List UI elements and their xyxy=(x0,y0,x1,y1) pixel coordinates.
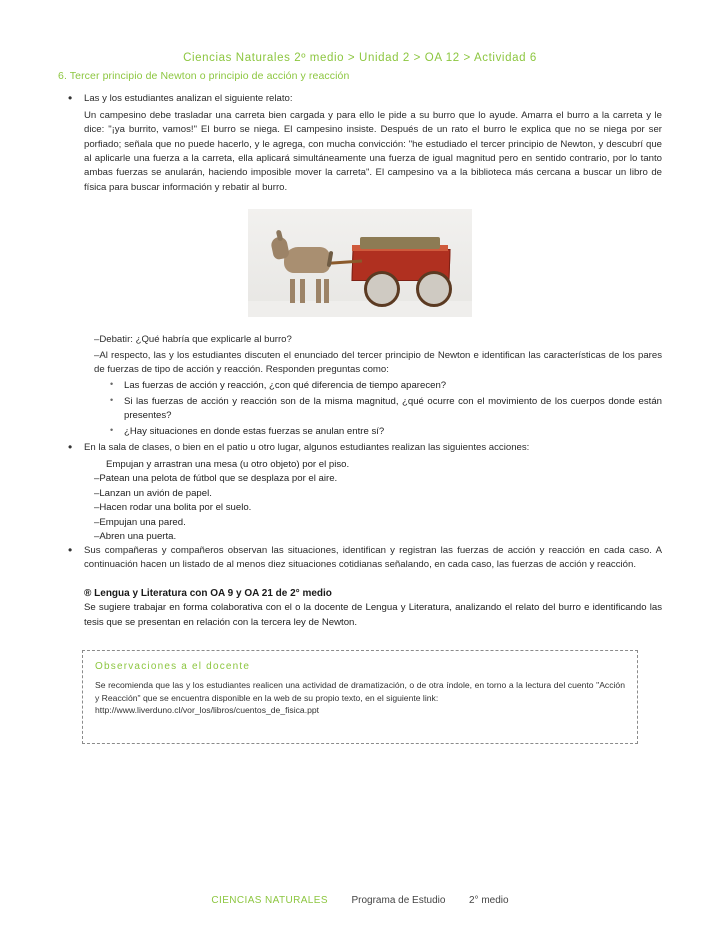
actions-lead: • En la sala de clases, o bien en el patio u otro lugar, algunos estudiantes realizan las siguientes acciones: xyxy=(84,442,530,454)
action-first: Empujan y arrastran una mesa (u otro objeto) por el piso. xyxy=(106,458,350,470)
list-item xyxy=(58,544,662,572)
oa-heading: ® Lengua y Literatura con OA 9 y OA 21 de 2° medio xyxy=(84,588,332,600)
donkey-leg-shape xyxy=(316,279,321,303)
activity-list xyxy=(58,92,662,106)
sub-question-list xyxy=(58,379,662,439)
breadcrumb: Ciencias Naturales 2º medio > Unidad 2 > OA 12 > Actividad 6 xyxy=(183,52,537,64)
cart-wheel-shape xyxy=(364,271,400,307)
page-title: 6. Tercer principio de Newton o principio de acción y reacción xyxy=(58,70,350,82)
list-item xyxy=(58,441,662,455)
list-item: –Empujan una pared. xyxy=(94,516,186,528)
figure xyxy=(58,209,662,317)
observation-bullet-list xyxy=(58,544,662,572)
resource-link[interactable]: http://www.liverduno.cl/vor_los/libros/cuentos_de_fisica.ppt xyxy=(95,704,320,715)
teacher-notes-text: Se recomienda que las y los estudiantes realicen una actividad de dramatización, o de otra índole, en torno a la lectura del cuento "Acción y Reacción" que se encuentra disponible en la web de su propio texto, en el siguiente link: xyxy=(95,679,625,703)
discussion-instruction: –Al respecto, las y los estudiantes discuten el enunciado del tercer principio de Newton e identifican las características de los pares de fuerzas de tipo de acción y reacción. Responden preguntas como: xyxy=(94,349,662,376)
cart-wheel-shape xyxy=(416,271,452,307)
donkey-body-shape xyxy=(284,247,330,273)
actions-bullet-list xyxy=(58,441,662,455)
donkey-leg-shape xyxy=(300,279,305,303)
teacher-notes-box xyxy=(82,650,638,744)
list-item: • Si las fuerzas de acción y reacción son de la misma magnitud, ¿qué ocurre con el movimiento de los cuerpos donde están presentes? xyxy=(110,395,662,423)
list-item: –Hacen rodar una bolita por el suelo. xyxy=(94,502,252,514)
list-item: –Patean una pelota de fútbol que se desplaza por el aire. xyxy=(94,473,338,485)
teacher-notes-title: Observaciones a el docente xyxy=(95,660,251,672)
oa-text: Se sugiere trabajar en forma colaborativa con el o la docente de Lengua y Literatura, analizando el relato del burro e identificando las tesis que se presentan en relación con la tercera ley de Newton. xyxy=(84,602,662,628)
donkey-leg-shape xyxy=(324,279,329,303)
page-footer xyxy=(0,895,720,906)
peer-observation-text: • Sus compañeras y compañeros observan las situaciones, identifican y registran las fuerzas de acción y reacción en cada caso. A continuación hacen un listado de al menos diez situaciones cotidianas señalando, en cada caso, las fuerzas de acción y reacción. xyxy=(84,545,662,571)
bullet-lead: • Las y los estudiantes analizan el siguiente relato: xyxy=(84,93,293,104)
actions-list xyxy=(58,472,662,544)
footer-program: Programa de Estudio xyxy=(351,895,446,906)
list-item: –Abren una puerta. xyxy=(94,530,177,542)
cart-load-shape xyxy=(360,237,440,249)
debate-block xyxy=(58,333,662,377)
donkey-leg-shape xyxy=(290,279,295,303)
donkey-cart-image xyxy=(248,209,472,317)
story-paragraph: Un campesino debe trasladar una carreta bien cargada y para ello le pide a su burro que lo ayude. Amarra el burro a la carreta y le dice: "¡ya burrito, vamos!" El burro se niega. El campesino insiste. Después de un rato el burro le explica que no se niega por ser porfiado; señala que no puede hacerlo, y le agrega, con mucha convicción: "he estudiado el tercer principio de Newton, y descubrí que al aplicarle una fuerza a la carreta, ella aplicará simultáneamente una fuerza de igual magnitud pero en sentido contrario, por lo tanto ambas fuerzas se anularán, haciendo imposible mover la carreta". El campesino va a la biblioteca más cercana a buscar un libro de física para buscar información y rebatir al burro. xyxy=(84,109,662,193)
debate-question: –Debatir: ¿Qué habría que explicarle al burro? xyxy=(94,334,292,346)
list-item: –Lanzan un avión de papel. xyxy=(94,487,212,499)
footer-level: 2° medio xyxy=(468,895,509,906)
list-item xyxy=(58,92,662,106)
footer-brand: CIENCIAS NATURALES xyxy=(211,895,328,906)
list-item: • ¿Hay situaciones en donde estas fuerzas se anulan entre sí? xyxy=(110,425,662,439)
list-item: • Las fuerzas de acción y reacción, ¿con qué diferencia de tiempo aparecen? xyxy=(110,379,662,393)
